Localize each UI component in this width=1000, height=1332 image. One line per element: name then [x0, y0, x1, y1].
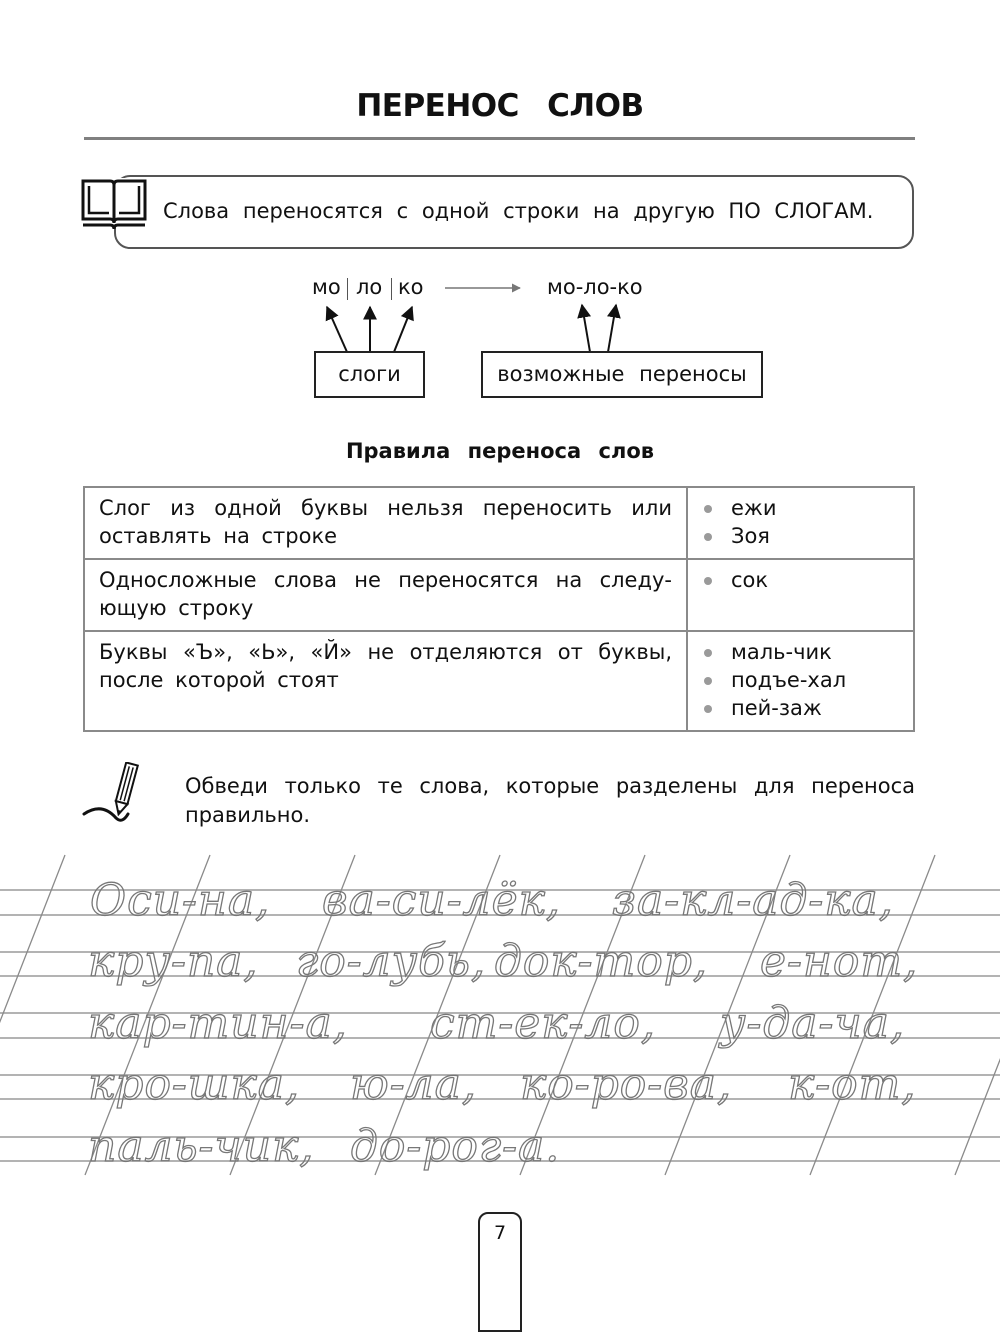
example-item: пей-заж — [702, 694, 899, 722]
cursive-word: го-лубь, — [296, 936, 486, 987]
example-item: ежи — [702, 494, 899, 522]
rules-table — [83, 486, 915, 732]
cursive-word: у-да-ча, — [720, 998, 905, 1049]
task-text: Обведи только те слова, которые разделены для переноса правильно. — [185, 774, 915, 827]
rule-text-cell: Односложные слова не переносятся на следу-ющую строку — [84, 559, 687, 631]
cursive-word: кру-па, — [88, 936, 259, 987]
cursive-word: док-тор, — [494, 936, 708, 987]
pencil-icon — [82, 762, 152, 824]
cursive-word: ю-ла, — [350, 1059, 477, 1110]
syllable-lo: ло — [356, 275, 383, 299]
possible-breaks-label-box: возможные переносы — [481, 351, 763, 398]
cursive-word: ст-ек-ло, — [430, 998, 656, 1049]
cursive-word: до-рог-а. — [350, 1121, 561, 1172]
example-item: Зоя — [702, 522, 899, 550]
syllable-mo: мо — [312, 275, 341, 299]
cursive-word: кро-шка, — [88, 1059, 300, 1110]
example-item: маль-чик — [702, 638, 899, 666]
cursive-word: к-от, — [788, 1059, 917, 1110]
syllables-label-box: слоги — [314, 351, 425, 398]
table-row — [84, 631, 914, 731]
cursive-word: паль-чик, — [88, 1121, 315, 1172]
handwriting-area — [0, 845, 1000, 1205]
cursive-word: ва-си-лёк, — [322, 875, 561, 926]
rule-text-cell: Буквы «Ъ», «Ь», «Й» не отделяются от буквы, после которой стоят — [84, 631, 687, 731]
rule-text: Слова переносятся с одной строки на другую ПО СЛОГАМ. — [163, 199, 874, 223]
examples-cell — [687, 487, 914, 559]
example-item: сок — [702, 566, 899, 594]
cursive-word: за-кл-ад-ка, — [612, 875, 894, 926]
examples-cell — [687, 631, 914, 731]
table-row — [84, 559, 914, 631]
rule-text-cell: Слог из одной буквы нельзя переносить или оставлять на строке — [84, 487, 687, 559]
hyphenated-word: мо-ло-ко — [547, 275, 643, 299]
table-row — [84, 487, 914, 559]
cursive-word: Оси-на, — [90, 875, 271, 926]
cursive-word: кар-тин-а, — [88, 998, 348, 1049]
cursive-word: ко-ро-ва, — [520, 1059, 732, 1110]
cursive-word: е-нот, — [760, 936, 919, 987]
example-item: подъе-хал — [702, 666, 899, 694]
rules-title: Правила переноса слов — [345, 439, 655, 463]
examples-cell — [687, 559, 914, 631]
page-number: 7 — [478, 1212, 522, 1332]
page-title: ПЕРЕНОС СЛОВ — [356, 88, 644, 124]
syllable-ko: ко — [398, 275, 424, 299]
